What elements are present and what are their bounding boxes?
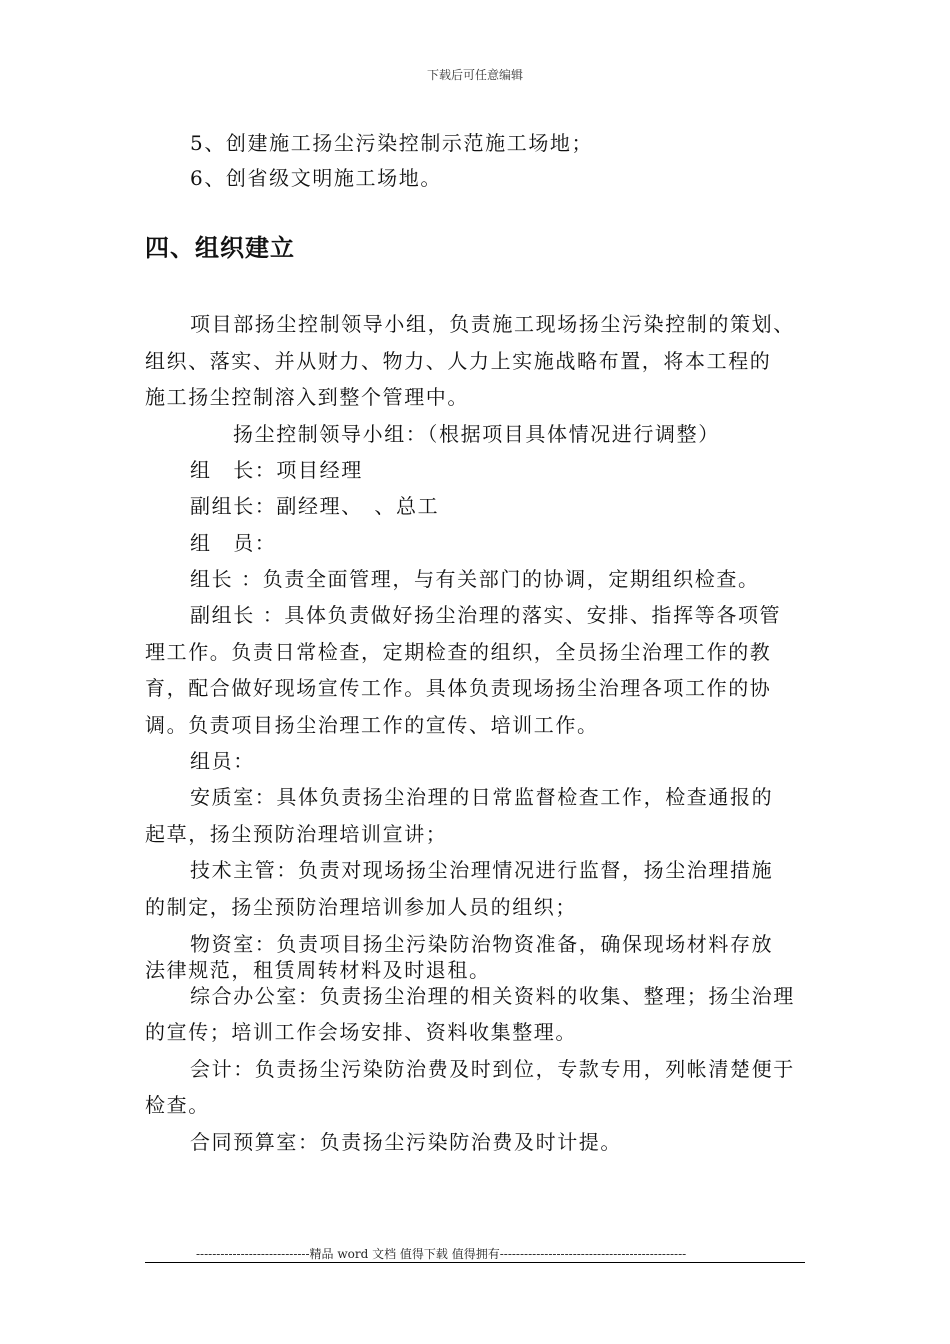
paragraph-line: 组织、落实、并从财力、物力、人力上实施战略布置，将本工程的: [145, 349, 772, 373]
tech-duty-line: 的制定，扬尘预防治理培训参加人员的组织；: [145, 895, 577, 919]
material-duty-line: 物资室：负责项目扬尘污染防治物资准备，确保现场材料存放: [190, 932, 774, 956]
contract-duty-line: 合同预算室：负责扬尘污染防治费及时计提。: [190, 1130, 622, 1154]
section-heading: 四、组织建立: [145, 234, 295, 262]
material-duty-line: 法律规范，租赁周转材料及时退租。: [145, 958, 491, 982]
footer-rule: [145, 1262, 805, 1263]
list-item-5: 5、创建施工扬尘污染控制示范施工场地；: [190, 131, 594, 155]
accounting-duty-line: 会计：负责扬尘污染防治费及时到位，专款专用，列帐清楚便于: [190, 1057, 795, 1081]
deputy-duty-line: 副组长 ：具体负责做好扬尘治理的落实、安排、指挥等各项管: [190, 603, 782, 627]
page-header-note: 下载后可任意编辑: [426, 68, 523, 82]
deputy-duty-line: 理工作。负责日常检查，定期检查的组织，全员扬尘治理工作的教: [145, 640, 772, 664]
list-item-6: 6、创省级文明施工场地。: [190, 166, 442, 190]
paragraph-line: 项目部扬尘控制领导小组，负责施工现场扬尘污染控制的策划、: [190, 312, 795, 336]
office-duty-line: 综合办公室：负责扬尘治理的相关资料的收集、整理；扬尘治理: [190, 984, 795, 1008]
leader-duty: 组长 ：负责全面管理，与有关部门的协调，定期组织检查。: [190, 567, 760, 591]
members-heading: 组员：: [190, 749, 255, 773]
deputy-duty-line: 育，配合做好现场宣传工作。具体负责现场扬尘治理各项工作的协: [145, 676, 772, 700]
office-duty-line: 的宣传；培训工作会场安排、资料收集整理。: [145, 1020, 577, 1044]
group-title: 扬尘控制领导小组：（根据项目具体情况进行调整）: [233, 422, 720, 446]
deputy-line: 副组长：副经理、 、总工: [190, 494, 440, 518]
leader-line: 组 长：项目经理: [190, 458, 363, 482]
safety-duty-line: 安质室：具体负责扬尘治理的日常监督检查工作，检查通报的: [190, 785, 774, 809]
members-line: 组 员：: [190, 531, 277, 555]
tech-duty-line: 技术主管：负责对现场扬尘治理情况进行监督，扬尘治理措施: [190, 858, 774, 882]
paragraph-line: 施工扬尘控制溶入到整个管理中。: [145, 385, 469, 409]
accounting-duty-line: 检查。: [145, 1093, 210, 1117]
deputy-duty-line: 调。负责项目扬尘治理工作的宣传、培训工作。: [145, 713, 599, 737]
safety-duty-line: 起草，扬尘预防治理培训宣讲；: [145, 822, 448, 846]
page-footer-text: ----------------------------精品 word 文档 值得下载 值得拥有----------------------------------------------: [196, 1247, 687, 1261]
